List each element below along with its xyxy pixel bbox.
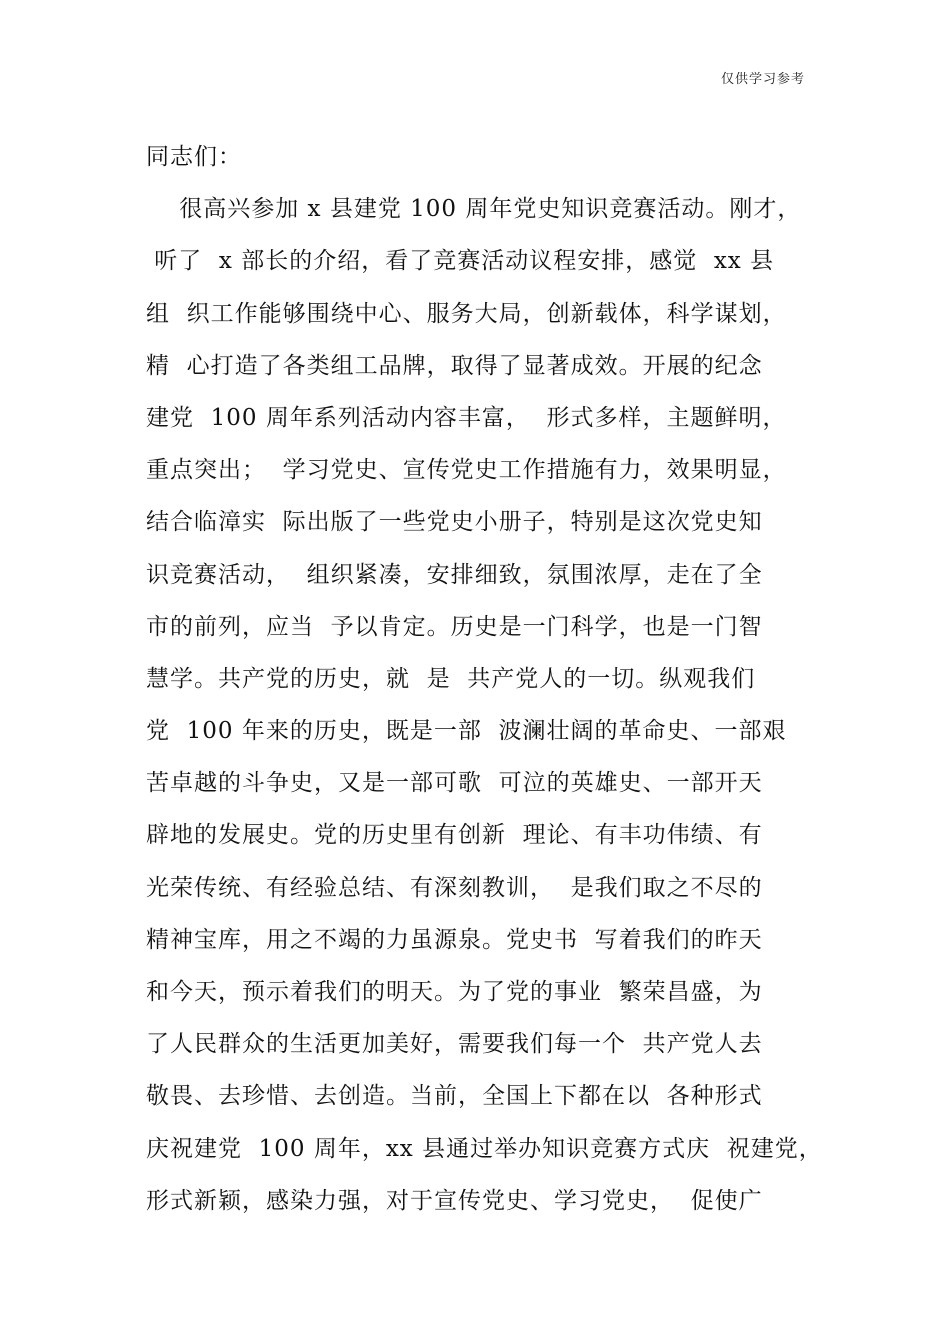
text-line: 精神宝库，用之不竭的力虽源泉。党史书 写着我们的昨天: [146, 926, 763, 953]
text-line: 辟地的发展史。党的历史里有创新 理论、有丰功伟绩、有: [146, 822, 763, 849]
text-line: 光荣传统、有经验总结、有深刻教训， 是我们取之不尽的: [146, 874, 763, 901]
text-line: 识竞赛活动， 组织紧凑，安排细致，氛围浓厚，走在了全: [146, 561, 763, 588]
text-line: 重点突出； 学习党史、宣传党史工作措施有力，效果明显，: [146, 457, 787, 484]
text-line: 了人民群众的生活更加美好，需要我们每一个 共产党人去: [146, 1031, 763, 1058]
text-line: 慧学。共产党的历史，就 是 共产党人的一切。纵观我们: [146, 665, 756, 692]
text-line: 和今天，预示着我们的明天。为了党的事业 繁荣昌盛，为: [146, 979, 763, 1005]
text-line: 庆祝建党 100 周年，xx 县通过举办知识竞赛方式庆 祝建党，: [146, 1135, 823, 1162]
header-note: 仅供学习参考: [720, 72, 805, 87]
text-line: 听了 x 部长的介绍，看了竞赛活动议程安排，感觉 xx 县: [146, 248, 775, 275]
text-line: 市的前列，应当 予以肯定。历史是一门科学，也是一门智: [146, 613, 763, 640]
text-line: 敬畏、去珍惜、去创造。当前，全国上下都在以 各种形式: [146, 1083, 763, 1110]
text-line: 精 心打造了各类组工品牌，取得了显著成效。开展的纪念: [146, 352, 763, 379]
text-line: 苦卓越的斗争史，又是一部可歌 可泣的英雄史、一部开天: [146, 770, 763, 797]
text-line: 结合临漳实 际出版了一些党史小册子，特别是这次党史知: [146, 509, 763, 536]
text-line: 党 100 年来的历史，既是一部 波澜壮阔的革命史、一部艰: [146, 718, 787, 745]
text-line: 建党 100 周年系列活动内容丰富， 形式多样，主题鲜明，: [146, 404, 787, 431]
text-line: 形式新颖，感染力强，对于宣传党史、学习党史， 促使广: [146, 1187, 763, 1214]
text-line: 同志们：: [146, 144, 242, 170]
document-body: [146, 131, 826, 1227]
text-line: 组 织工作能够围绕中心、服务大局，创新载体，科学谋划，: [146, 300, 787, 327]
text-line: 很高兴参加 x 县建党 100 周年党史知识竞赛活动。刚才，: [146, 196, 802, 223]
